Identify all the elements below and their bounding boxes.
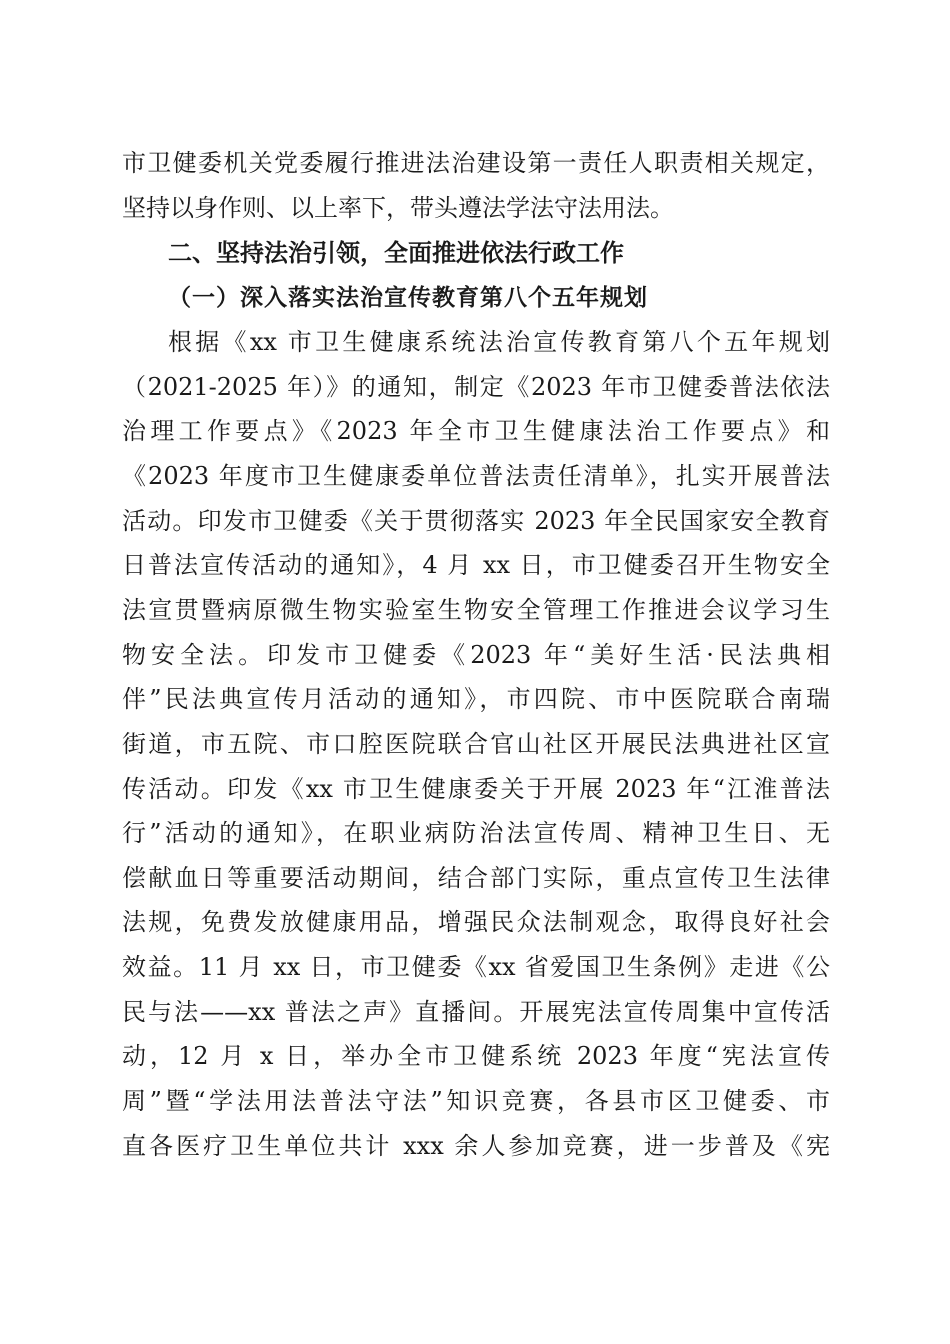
subsection-heading: （一）深入落实法治宣传教育第八个五年规划 [168, 284, 648, 311]
body-line-12: 行”活动的通知》，在职业病防治法宣传周、精神卫生日、无 [122, 819, 830, 847]
body-line-2: （2021-2025 年）》的通知，制定《2023 年市卫健委普法依法 [122, 373, 830, 401]
intro-line-2: 坚持以身作则、以上率下，带头遵法学法守法用法。 [122, 194, 674, 222]
body-line-3: 治理工作要点》《2023 年全市卫生健康法治工作要点》和 [122, 417, 830, 445]
body-line-4: 《2023 年度市卫生健康委单位普法责任清单》，扎实开展普法 [122, 462, 830, 490]
body-line-15: 效益。11 月 xx 日，市卫健委《xx 省爱国卫生条例》走进《公 [122, 953, 830, 981]
body-line-5: 活动。印发市卫健委《关于贯彻落实 2023 年全民国家安全教育 [122, 507, 830, 535]
body-line-18: 周”暨“学法用法普法守法”知识竞赛，各县市区卫健委、市 [122, 1087, 830, 1115]
body-line-6: 日普法宣传活动的通知》，4 月 xx 日，市卫健委召开生物安全 [122, 551, 830, 579]
body-line-14: 法规，免费发放健康用品，增强民众法制观念，取得良好社会 [122, 908, 830, 936]
body-line-9: 伴”民法典宣传月活动的通知》，市四院、市中医院联合南瑞 [122, 685, 830, 713]
body-line-17: 动，12 月 x 日，举办全市卫健系统 2023 年度“宪法宣传 [122, 1042, 830, 1070]
body-line-19: 直各医疗卫生单位共计 xxx 余人参加竞赛，进一步普及《宪 [122, 1132, 830, 1160]
intro-line-1: 市卫健委机关党委履行推进法治建设第一责任人职责相关规定， [122, 149, 830, 177]
section-heading: 二、坚持法治引领，全面推进依法行政工作 [168, 239, 624, 267]
body-line-13: 偿献血日等重要活动期间，结合部门实际，重点宣传卫生法律 [122, 864, 830, 892]
body-line-8: 物安全法。印发市卫健委《2023 年“美好生活·民法典相 [122, 641, 830, 669]
body-line-16: 民与法——xx 普法之声》直播间。开展宪法宣传周集中宣传活 [122, 998, 830, 1026]
body-line-1: 根据《xx 市卫生健康系统法治宣传教育第八个五年规划 [168, 328, 830, 356]
body-line-10: 街道，市五院、市口腔医院联合官山社区开展民法典进社区宣 [122, 730, 830, 758]
body-line-7: 法宣贯暨病原微生物实验室生物安全管理工作推进会议学习生 [122, 596, 830, 624]
body-line-11: 传活动。印发《xx 市卫生健康委关于开展 2023 年“江淮普法 [122, 775, 830, 803]
